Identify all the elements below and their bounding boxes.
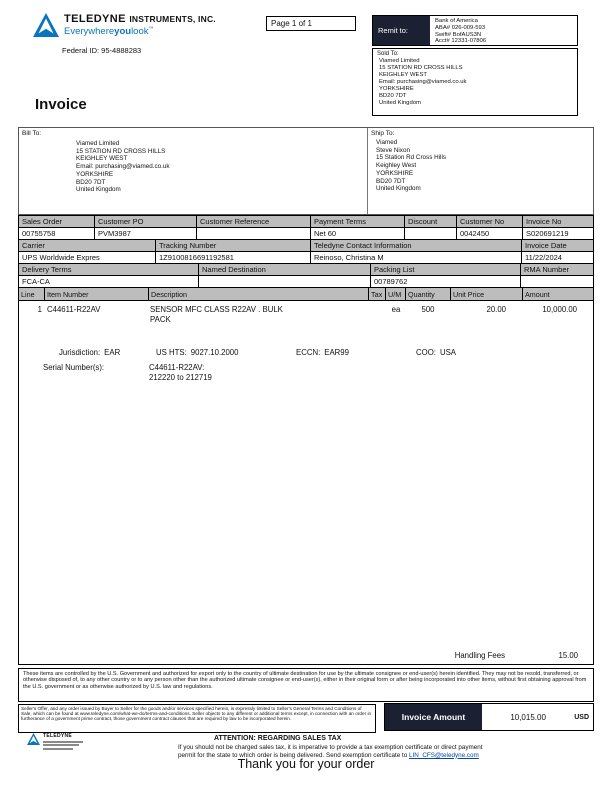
col-tracking-number: Tracking Number: [156, 240, 311, 252]
col-contact: Teledyne Contact Information: [311, 240, 522, 252]
brand-text-block: [64, 13, 216, 37]
address-line: United Kingdom: [376, 185, 421, 193]
ship-to-label: Ship To:: [371, 130, 395, 137]
serial-numbers-range: 212220 to 212719: [149, 373, 212, 382]
ship-to-address: [376, 139, 446, 193]
col-amount: Amount: [523, 288, 593, 301]
sellers-offer-notice: Seller's Offer, and any order issued by Buyer to Seller for the goods and/or services specified herein, is expressly limited to Seller's General Terms and Conditions of Sale, which can be found at www.teledyne.com/what-we-do/terms-and-conditions. Seller objects to any different or additional terms except, in connection with an order in furtherance of a government prime contract, those government contract clauses that are required by law to be incorporated herein.: [18, 704, 376, 733]
footer-brand-name: TELEDYNE: [43, 733, 73, 739]
item-unit-price: 20.00: [486, 305, 506, 314]
attention-line1: If you should not be charged sales tax, it is imperative to provide a tax exemption certificate or direct payment: [178, 744, 483, 751]
tax-exemption-email-link[interactable]: LIN_CFS@teledyne.com: [409, 751, 479, 759]
address-line: YORKSHIRE: [76, 170, 114, 178]
address-line: Viamed: [376, 139, 398, 146]
address-line: KEIGHLEY WEST: [379, 72, 428, 78]
line-items-header-row: [19, 288, 593, 301]
remit-bank-name: Bank of America: [435, 18, 478, 24]
invoice-amount-value-area: [482, 704, 593, 730]
tracking-number-value: 1Z9100816691192581: [156, 252, 311, 264]
sales-order-value: 00755758: [19, 228, 95, 240]
teledyne-logo: [33, 13, 216, 37]
remit-to-section: [372, 15, 578, 46]
address-line: United Kingdom: [379, 100, 421, 106]
footer-logo: [27, 733, 83, 750]
contact-value: Reinoso, Christina M: [311, 252, 522, 264]
sold-to-address: [379, 58, 577, 107]
invoice-amount-section: [384, 703, 594, 731]
brand-suffix: INSTRUMENTS, INC.: [129, 14, 216, 24]
customer-reference-value: [197, 228, 311, 240]
item-line-number: 1: [37, 305, 42, 314]
invoice-amount-value: 10,015.00: [510, 712, 546, 722]
coo: COO: USA: [416, 348, 456, 357]
brand-name: TELEDYNE: [64, 13, 126, 25]
bill-to-address: [76, 140, 170, 194]
page-title: Invoice: [35, 96, 87, 113]
col-invoice-date: Invoice Date: [522, 240, 594, 252]
us-hts: US HTS: 9027.10.2000: [156, 348, 239, 357]
order-info-header-row: [19, 264, 594, 276]
thank-you-message: Thank you for your order: [237, 757, 375, 771]
col-invoice-no: Invoice No: [523, 216, 594, 228]
brand-tagline: [64, 26, 216, 37]
col-customer-po: Customer PO: [95, 216, 197, 228]
tagline-part1: Everywhere: [64, 26, 115, 38]
federal-id: Federal ID: 95-4888283: [62, 46, 142, 55]
invoice-no-value: S020691219: [523, 228, 594, 240]
col-discount: Discount: [405, 216, 457, 228]
page-number-box: Page 1 of 1: [266, 16, 356, 31]
item-amount: 10,000.00: [542, 305, 577, 314]
handling-fees-value: 15.00: [558, 651, 578, 660]
delivery-terms-value: FCA-CA: [19, 276, 199, 288]
col-description: Description: [149, 288, 369, 301]
order-info-header-row: [19, 216, 594, 228]
teledyne-triangle-icon: [33, 13, 59, 37]
brand-name-row: [64, 13, 216, 25]
col-customer-reference: Customer Reference: [197, 216, 311, 228]
remit-swift: Swift# BofAUS3N: [435, 31, 482, 38]
customer-no-value: 0042450: [457, 228, 523, 240]
address-line: Viamed Limited: [76, 140, 120, 147]
col-packing-list: Packing List: [371, 264, 521, 276]
address-line: 15 STATION RD CROSS HILLS: [76, 147, 166, 155]
address-line: Email: purchasing@viamed.co.uk: [379, 79, 467, 85]
order-info-header-row: [19, 240, 594, 252]
payment-terms-value: Net 60: [311, 228, 405, 240]
export-control-notice: These items are controlled by the U.S. Government and authorized for export only to the country of ultimate destination for use by the ultimate consignee or end-user(s) herein identified. They may not be resold, transferred, or otherwise disposed of, to any other country or to any person other than the authorized ultimate consignee or end-user(s), either in their original form or after being incorporated into other items, without first obtaining approval from the U.S. government or as otherwise authorized by U.S. law and regulations.: [18, 668, 594, 702]
footer-logo-text: [43, 733, 83, 750]
col-tax: Tax: [369, 288, 386, 301]
remit-aba: ABA# 026-009-593: [435, 24, 486, 31]
handling-fees-label: Handling Fees: [454, 651, 505, 660]
col-named-destination: Named Destination: [199, 264, 371, 276]
discount-value: [405, 228, 457, 240]
item-um: ea: [391, 305, 401, 314]
invoice-date-value: 11/22/2024: [522, 252, 594, 264]
address-line: 15 STATION RD CROSS HILLS: [379, 65, 463, 71]
col-um: U/M: [386, 288, 406, 301]
footer-address-fineprint: [43, 744, 79, 746]
jurisdiction: Jurisdiction: EAR: [59, 348, 121, 357]
sold-to-label: Sold To:: [377, 51, 399, 57]
tagline-part2: you: [114, 26, 132, 38]
address-line: BD20 7DT: [76, 178, 106, 186]
sales-tax-attention-title: ATTENTION: REGARDING SALES TAX: [214, 735, 342, 742]
col-rma-number: RMA Number: [521, 264, 594, 276]
serial-numbers-label: Serial Number(s):: [43, 363, 105, 372]
item-description: SENSOR MFC CLASS R22AV . BULK PACK: [150, 305, 283, 324]
remit-to-label: Remit to:: [373, 16, 430, 45]
col-unit-price: Unit Price: [451, 288, 523, 301]
teledyne-triangle-icon: [27, 733, 40, 745]
remit-account: Acct# 12331-07806: [435, 38, 487, 45]
order-info-table: [18, 215, 594, 288]
order-info-value-row: [19, 252, 594, 264]
col-carrier: Carrier: [19, 240, 156, 252]
col-item-number: Item Number: [45, 288, 149, 301]
attention-line2: permit for the state to which order is being delivered. Send exemption certificate to LIN_CFS@teledyne.com: [178, 751, 479, 759]
item-number: C44611-R22AV: [47, 305, 101, 314]
customer-po-value: PVM3987: [95, 228, 197, 240]
address-line: Keighley West: [376, 162, 417, 170]
col-delivery-terms: Delivery Terms: [19, 264, 199, 276]
col-quantity: Quantity: [406, 288, 451, 301]
serial-numbers-item: C44611-R22AV:: [149, 363, 205, 372]
currency-code: USD: [574, 713, 589, 721]
address-line: YORKSHIRE: [379, 86, 414, 92]
address-line: Steve Nixon: [376, 146, 410, 154]
order-info-value-row: [19, 228, 594, 240]
col-sales-order: Sales Order: [19, 216, 95, 228]
address-line: BD20 7DT: [376, 177, 406, 185]
address-line: YORKSHIRE: [376, 169, 414, 177]
col-line: Line: [19, 288, 45, 301]
bill-to-label: Bill To:: [22, 130, 42, 137]
carrier-value: UPS Worldwide Expres: [19, 252, 156, 264]
address-line: 15 Station Rd Cross Hills: [376, 154, 446, 162]
sold-to-section: [372, 48, 578, 116]
address-line: United Kingdom: [76, 186, 121, 194]
address-line: Email: purchasing@viamed.co.uk: [76, 163, 170, 171]
address-line: Viamed Limited: [379, 58, 420, 64]
trademark-symbol: ™: [148, 26, 154, 32]
tagline-part3: look: [131, 26, 149, 38]
invoice-amount-label: Invoice Amount: [385, 704, 482, 730]
col-customer-no: Customer No: [457, 216, 523, 228]
remit-bank-details: [430, 16, 577, 45]
item-quantity: 500: [421, 305, 435, 314]
col-payment-terms: Payment Terms: [311, 216, 405, 228]
footer-address-fineprint: [43, 741, 83, 743]
bill-ship-divider: [367, 128, 368, 214]
line-items-table: [18, 287, 594, 665]
packing-list-value: 00789762: [371, 276, 521, 288]
address-line: BD20 7DT: [379, 93, 407, 99]
eccn: ECCN: EAR99: [296, 348, 349, 357]
bill-ship-section: [18, 127, 594, 215]
footer-address-fineprint: [43, 748, 73, 750]
address-line: KEIGHLEY WEST: [76, 155, 128, 163]
